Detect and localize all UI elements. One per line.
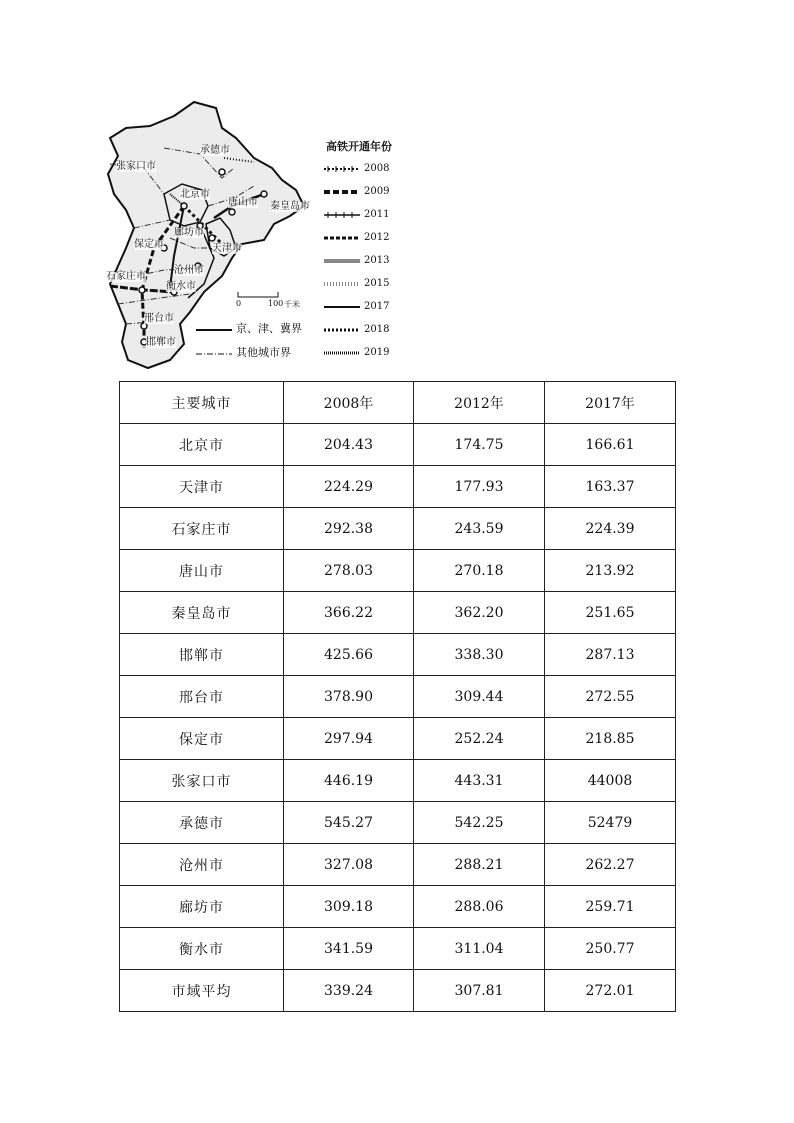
legend-city-boundary <box>196 346 326 360</box>
value-cell: 272.01 <box>545 970 676 1012</box>
label-zhangjiakou: 张家口市 <box>116 161 156 172</box>
value-cell: 288.06 <box>414 886 545 928</box>
legend-line-2018 <box>324 326 360 334</box>
scale-bar <box>234 291 304 311</box>
value-cell: 218.85 <box>545 718 676 760</box>
legend-item-2009 <box>324 185 404 199</box>
legend-line-2015 <box>324 280 360 288</box>
scale-unit: 千米 <box>284 300 300 309</box>
value-cell: 309.44 <box>414 676 545 718</box>
table-row <box>120 928 676 970</box>
value-cell: 425.66 <box>284 634 414 676</box>
label-chengde: 承德市 <box>200 145 230 156</box>
city-name-cell: 承德市 <box>120 802 284 844</box>
legend-item-2012 <box>324 231 404 245</box>
table-row <box>120 676 676 718</box>
legend-line-2009 <box>324 188 360 196</box>
city-name-cell: 保定市 <box>120 718 284 760</box>
label-qinhuangdao: 秦皇岛市 <box>270 201 310 212</box>
legend-line-2013 <box>324 257 360 265</box>
table-row <box>120 802 676 844</box>
value-cell: 362.20 <box>414 592 545 634</box>
legend-line-2011 <box>324 211 360 219</box>
value-cell: 341.59 <box>284 928 414 970</box>
table-row <box>120 844 676 886</box>
value-cell: 339.24 <box>284 970 414 1012</box>
legend-city-boundary-label: 其他城市界 <box>236 346 291 359</box>
label-tangshan: 唐山市 <box>228 197 258 208</box>
rail-map <box>104 98 400 370</box>
table-row <box>120 508 676 550</box>
city-name-cell: 邯郸市 <box>120 634 284 676</box>
value-cell: 44008 <box>545 760 676 802</box>
value-cell: 52479 <box>545 802 676 844</box>
table-row <box>120 634 676 676</box>
table-row <box>120 592 676 634</box>
scale-zero: 0 <box>236 299 242 308</box>
value-cell: 163.37 <box>545 466 676 508</box>
legend-item-2017 <box>324 300 404 314</box>
legend-year-label: 2015 <box>364 278 390 289</box>
value-cell: 311.04 <box>414 928 545 970</box>
table-row <box>120 886 676 928</box>
city-name-cell: 张家口市 <box>120 760 284 802</box>
label-handan: 邯郸市 <box>146 337 176 348</box>
value-cell: 309.18 <box>284 886 414 928</box>
legend-item-2015 <box>324 277 404 291</box>
value-cell: 446.19 <box>284 760 414 802</box>
value-cell: 272.55 <box>545 676 676 718</box>
city-name-cell: 秦皇岛市 <box>120 592 284 634</box>
value-cell: 327.08 <box>284 844 414 886</box>
column-header: 2017年 <box>545 382 676 424</box>
value-cell: 204.43 <box>284 424 414 466</box>
legend-line-2017 <box>324 303 360 311</box>
value-cell: 166.61 <box>545 424 676 466</box>
value-cell: 213.92 <box>545 550 676 592</box>
value-cell: 243.59 <box>414 508 545 550</box>
value-cell: 270.18 <box>414 550 545 592</box>
label-xingtai: 邢台市 <box>144 313 174 324</box>
value-cell: 443.31 <box>414 760 545 802</box>
city-name-cell: 沧州市 <box>120 844 284 886</box>
label-cangzhou: 沧州市 <box>174 265 204 276</box>
legend-item-2019 <box>324 346 404 360</box>
city-name-cell: 石家庄市 <box>120 508 284 550</box>
legend-year-label: 2018 <box>364 324 390 335</box>
legend-year-label: 2013 <box>364 255 390 266</box>
value-cell: 262.27 <box>545 844 676 886</box>
table-header-row <box>120 382 676 424</box>
value-cell: 307.81 <box>414 970 545 1012</box>
table-row <box>120 550 676 592</box>
column-header: 2012年 <box>414 382 545 424</box>
legend-title: 高铁开通年份 <box>326 140 392 153</box>
city-name-cell: 廊坊市 <box>120 886 284 928</box>
city-name-cell: 北京市 <box>120 424 284 466</box>
city-name-cell: 天津市 <box>120 466 284 508</box>
label-shijiazhuang: 石家庄市 <box>106 271 146 282</box>
city-name-cell: 衡水市 <box>120 928 284 970</box>
value-cell: 251.65 <box>545 592 676 634</box>
table-row <box>120 424 676 466</box>
legend-item-2013 <box>324 254 404 268</box>
data-table <box>119 381 676 1012</box>
label-baoding: 保定市 <box>134 239 164 250</box>
city-name-cell: 邢台市 <box>120 676 284 718</box>
legend-year-label: 2019 <box>364 347 390 358</box>
label-beijing: 北京市 <box>180 189 210 200</box>
legend-year-label: 2009 <box>364 186 390 197</box>
table-row <box>120 466 676 508</box>
legend-item-2018 <box>324 323 404 337</box>
label-langfang: 廊坊市 <box>174 227 204 238</box>
value-cell: 252.24 <box>414 718 545 760</box>
column-header: 2008年 <box>284 382 414 424</box>
value-cell: 545.27 <box>284 802 414 844</box>
legend-provincial-boundary <box>196 322 326 336</box>
label-hengshui: 衡水市 <box>166 281 196 292</box>
legend-year-label: 2017 <box>364 301 390 312</box>
value-cell: 338.30 <box>414 634 545 676</box>
legend-provincial-boundary-label: 京、津、冀界 <box>236 322 302 335</box>
value-cell: 287.13 <box>545 634 676 676</box>
value-cell: 542.25 <box>414 802 545 844</box>
value-cell: 174.75 <box>414 424 545 466</box>
label-tianjin: 天津市 <box>212 243 242 254</box>
legend-year-label: 2008 <box>364 163 390 174</box>
value-cell: 292.38 <box>284 508 414 550</box>
legend-line-2019 <box>324 349 360 357</box>
value-cell: 288.21 <box>414 844 545 886</box>
legend-year-label: 2012 <box>364 232 390 243</box>
value-cell: 297.94 <box>284 718 414 760</box>
value-cell: 250.77 <box>545 928 676 970</box>
value-cell: 224.39 <box>545 508 676 550</box>
legend-line-2012 <box>324 234 360 242</box>
legend-item-2011 <box>324 208 404 222</box>
scale-value: 100 <box>268 299 284 308</box>
city-name-cell: 市域平均 <box>120 970 284 1012</box>
value-cell: 224.29 <box>284 466 414 508</box>
table-row <box>120 760 676 802</box>
value-cell: 177.93 <box>414 466 545 508</box>
value-cell: 378.90 <box>284 676 414 718</box>
legend-item-2008 <box>324 162 404 176</box>
table-row <box>120 970 676 1012</box>
column-header: 主要城市 <box>120 382 284 424</box>
table-body <box>120 382 676 1012</box>
value-cell: 259.71 <box>545 886 676 928</box>
value-cell: 366.22 <box>284 592 414 634</box>
table-row <box>120 718 676 760</box>
legend-year-label: 2011 <box>364 209 390 220</box>
legend-line-2008 <box>324 165 360 173</box>
value-cell: 278.03 <box>284 550 414 592</box>
city-name-cell: 唐山市 <box>120 550 284 592</box>
